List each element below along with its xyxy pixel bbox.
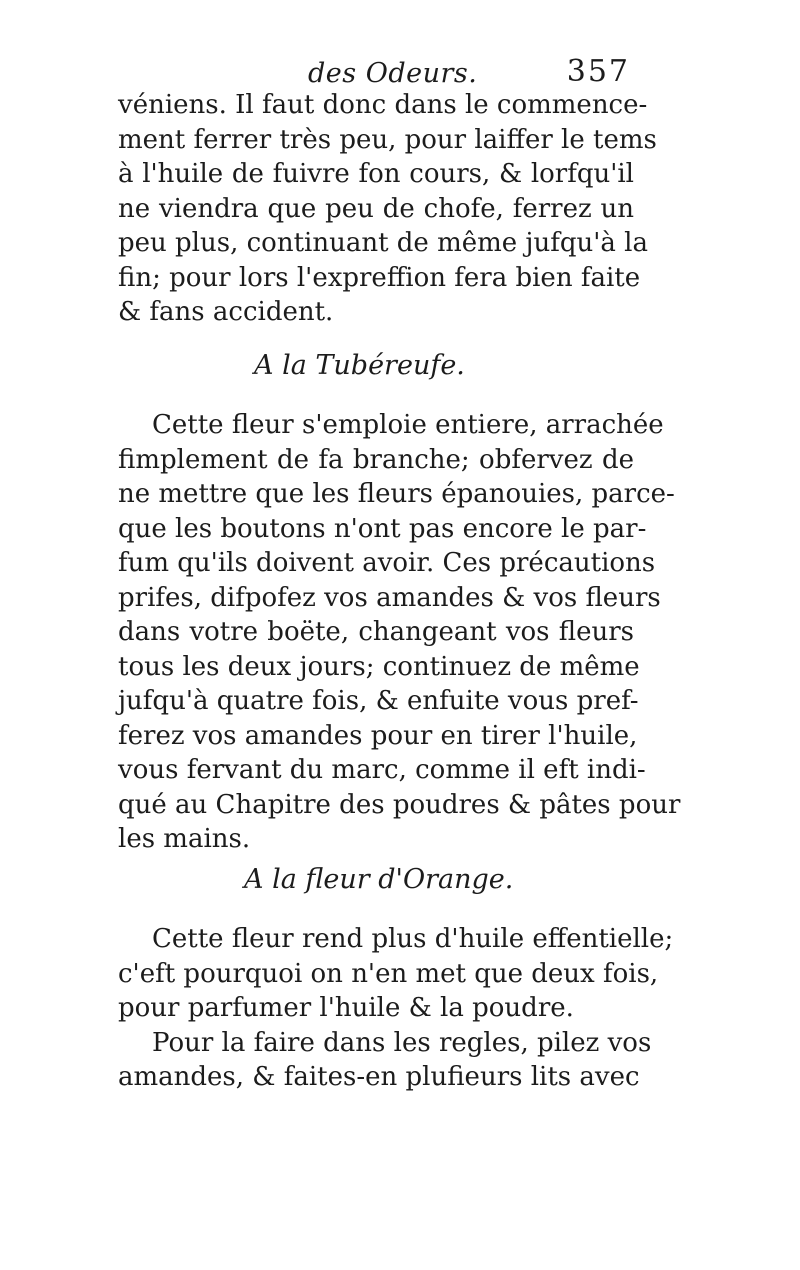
- section-heading-fleur-orange: A la fleur d'Orange.: [244, 864, 514, 895]
- text-line: ferez vos amandes pour en tirer l'huile,: [118, 720, 638, 751]
- text-line: véniens. Il faut donc dans le commence-: [118, 90, 648, 120]
- text-line: Pour la faire dans les regles, pilez vos: [152, 1027, 652, 1058]
- text-line: ne mettre que les fleurs épanouies, parce-: [118, 479, 675, 509]
- paragraph-fleur-orange: [118, 922, 674, 1095]
- text-line: peu plus, continuant de même jufqu'à la: [118, 228, 648, 258]
- text-line: c'eft pourquoi on n'en met que deux fois,: [118, 958, 659, 989]
- text-line: tous les deux jours; continuez de même: [118, 651, 640, 682]
- text-line: amandes, & faites-en plufieurs lits avec: [118, 1062, 640, 1092]
- text-line: fimplement de fa branche; obfervez de: [118, 444, 634, 475]
- text-line: fin; pour lors l'expreffion fera bien faite: [118, 262, 641, 293]
- text-line: fum qu'ils doivent avoir. Ces précautions: [118, 548, 656, 578]
- text-line: ne viendra que peu de chofe, ferrez un: [118, 193, 634, 224]
- text-line: jufqu'à quatre fois, & enfuite vous pref-: [118, 686, 639, 716]
- section-heading-tubereuse: A la Tubéreufe.: [254, 350, 465, 381]
- paragraph-continuation: [118, 88, 657, 330]
- text-line: Cette fleur s'emploie entiere, arrachée: [152, 410, 664, 440]
- text-line: qué au Chapitre des poudres & pâtes pour: [118, 789, 681, 820]
- text-line: prifes, difpofez vos amandes & vos fleurs: [118, 582, 661, 613]
- paragraph-tubereuse: [118, 408, 681, 857]
- text-line: pour parfumer l'huile & la poudre.: [118, 993, 574, 1023]
- text-line: vous fervant du marc, comme il eft indi-: [118, 755, 646, 785]
- text-line: dans votre boëte, changeant vos fleurs: [118, 617, 634, 647]
- text-line: que les boutons n'ont pas encore le par-: [118, 513, 647, 544]
- text-line: les mains.: [118, 824, 251, 854]
- running-title: des Odeurs.: [308, 58, 478, 89]
- page-number: 357: [566, 54, 630, 89]
- text-line: à l'huile de fuivre fon cours, & lorfqu'il: [118, 159, 634, 189]
- text-line: ment ferrer très peu, pour laiffer le tems: [118, 124, 657, 155]
- text-line: & fans accident.: [118, 297, 334, 327]
- text-line: Cette fleur rend plus d'huile effentielle;: [152, 924, 674, 954]
